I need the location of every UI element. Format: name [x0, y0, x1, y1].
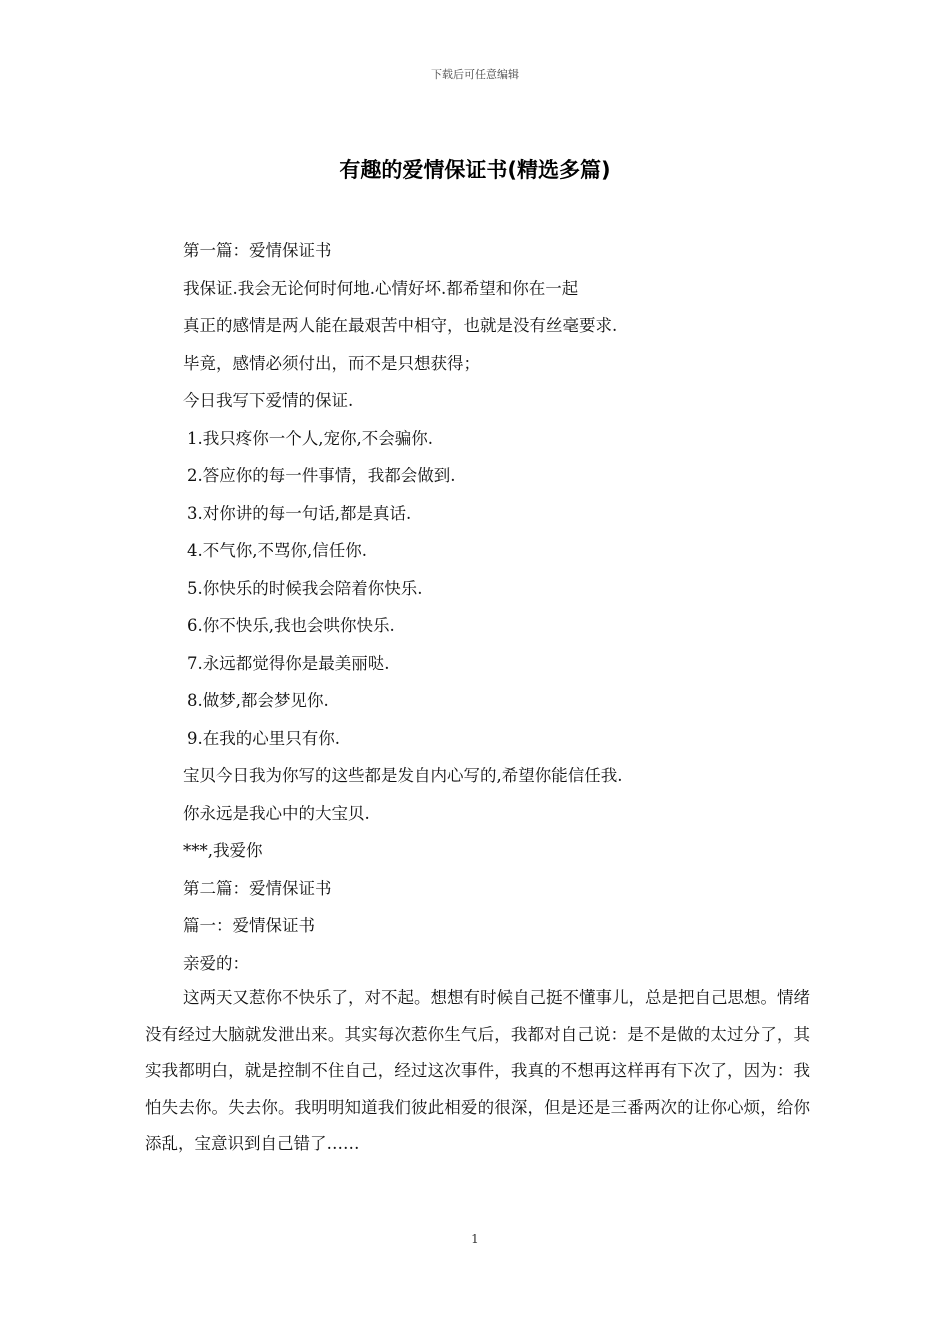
section-heading: 第二篇：爱情保证书 — [183, 878, 332, 898]
list-item: 8.做梦,都会梦见你. — [187, 691, 329, 710]
text-line: 宝贝今日我为你写的这些都是发自内心写的,希望你能信任我. — [183, 766, 623, 785]
list-item: 7.永远都觉得你是最美丽哒. — [187, 653, 390, 673]
text-line: 你永远是我心中的大宝贝. — [183, 803, 370, 823]
document-title: 有趣的爱情保证书(精选多篇) — [339, 158, 611, 182]
list-item: 5.你快乐的时候我会陪着你快乐. — [187, 578, 423, 598]
text-line: 毕竟，感情必须付出，而不是只想获得； — [183, 353, 480, 373]
list-item: 6.你不快乐,我也会哄你快乐. — [187, 616, 395, 635]
body-paragraph: 这两天又惹你不快乐了，对不起。想想有时候自己挺不懂事儿，总是把自己思想。情绪没有经过大脑就发泄出来。其实每次惹你生气后，我都对自己说：是不是做的太过分了，其实我都明白，就是控制不住自己，经过这次事件，我真的不想再这样再有下次了，因为：我怕失去你。失去你。我明明知道我们彼此相爱的很深，但是还是三番两次的让你心烦，给你添乱，宝意识到自己错了…… — [145, 988, 810, 1153]
text-line: 今日我写下爱情的保证. — [183, 391, 354, 410]
header-note: 下载后可任意编辑 — [431, 68, 519, 81]
text-line: ***,我爱你 — [183, 841, 263, 860]
list-item: 1.我只疼你一个人,宠你,不会骗你. — [187, 428, 433, 448]
list-item: 4.不气你,不骂你,信任你. — [187, 541, 367, 560]
text-line: 真正的感情是两人能在最艰苦中相守，也就是没有丝毫要求. — [183, 316, 618, 335]
salutation: 亲爱的： — [183, 953, 249, 973]
section-heading: 第一篇：爱情保证书 — [183, 241, 332, 260]
list-item: 2.答应你的每一件事情，我都会做到. — [187, 466, 456, 485]
subsection-heading: 篇一：爱情保证书 — [183, 916, 315, 935]
text-line: 我保证.我会无论何时何地.心情好坏.都希望和你在一起 — [183, 278, 579, 298]
list-item: 3.对你讲的每一句话,都是真话. — [187, 503, 412, 523]
page-number: 1 — [471, 1232, 479, 1246]
list-item: 9.在我的心里只有你. — [187, 728, 340, 748]
document-body — [183, 232, 823, 982]
